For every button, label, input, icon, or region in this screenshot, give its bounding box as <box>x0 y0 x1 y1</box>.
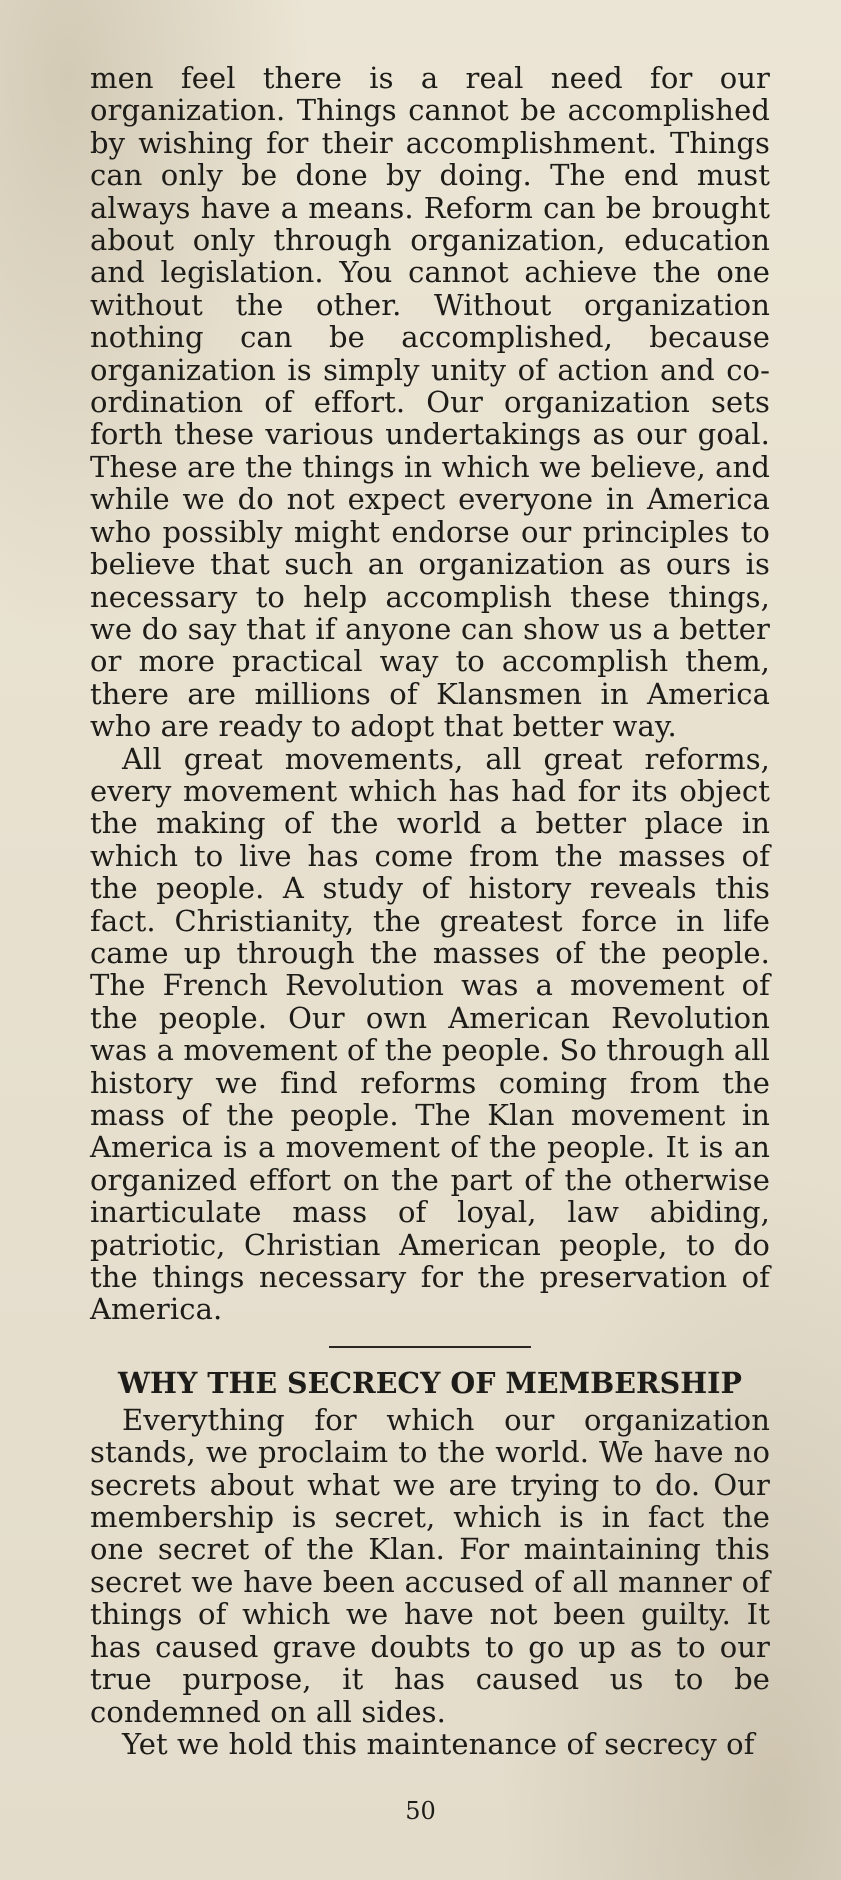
paragraph-organization: men feel there is a real need for our organization. Things cannot be accomplished by wishing for their accomplishment. Things can only be done by doing. The end must always have a means. Reform can be brought about only through organization, education and legislation. You cannot achieve the one without the other. Without organization nothing can be accomplished, because organization is simply unity of action and co-ordination of effort. Our organization sets forth these various undertakings as our goal. These are the things in which we believe, and while we do not expect everyone in America who possibly might endorse our principles to believe that such an organization as ours is necessary to help accomplish these things, we do say that if anyone can show us a better or more practical way to accomplish them, there are millions of Klansmen in America who are ready to adopt that better way. <box>90 61 770 744</box>
section-heading: WHY THE SECRECY OF MEMBERSHIP <box>118 1365 742 1400</box>
paragraph-great-movements: All great movements, all great reforms, every movement which has had for its object the making of the world a better place in which to live has come from the masses of the people. A study of history reveals this fact. Christianity, the greatest force in life came up through the masses of the people. The French Revolution was a movement of the people. Our own American Revolution was a movement of the people. So through all history we find reforms coming from the mass of the people. The Klan movement in America is a movement of the people. It is an organized effort on the part of the otherwise inarticulate mass of loyal, law abiding, patriotic, Christian American people, to do the things necessary for the preservation of America. <box>90 741 770 1327</box>
section-divider <box>329 1346 531 1348</box>
paragraph-secrecy: Everything for which our organization stands, we proclaim to the world. We have no secrets about what we are trying to do. Our membership is secret, which is in fact the one secret of the Klan. For maintaining this secret we have been accused of all manner of things of which we have not been guilty. It has caused grave doubts to go up as to our true purpose, it has caused us to be condemned on all sides. <box>90 1402 770 1729</box>
paragraph-secrecy-continued: Yet we hold this maintenance of secrecy of <box>122 1726 755 1761</box>
page-body <box>90 62 770 1760</box>
page-number: 50 <box>405 1797 436 1825</box>
